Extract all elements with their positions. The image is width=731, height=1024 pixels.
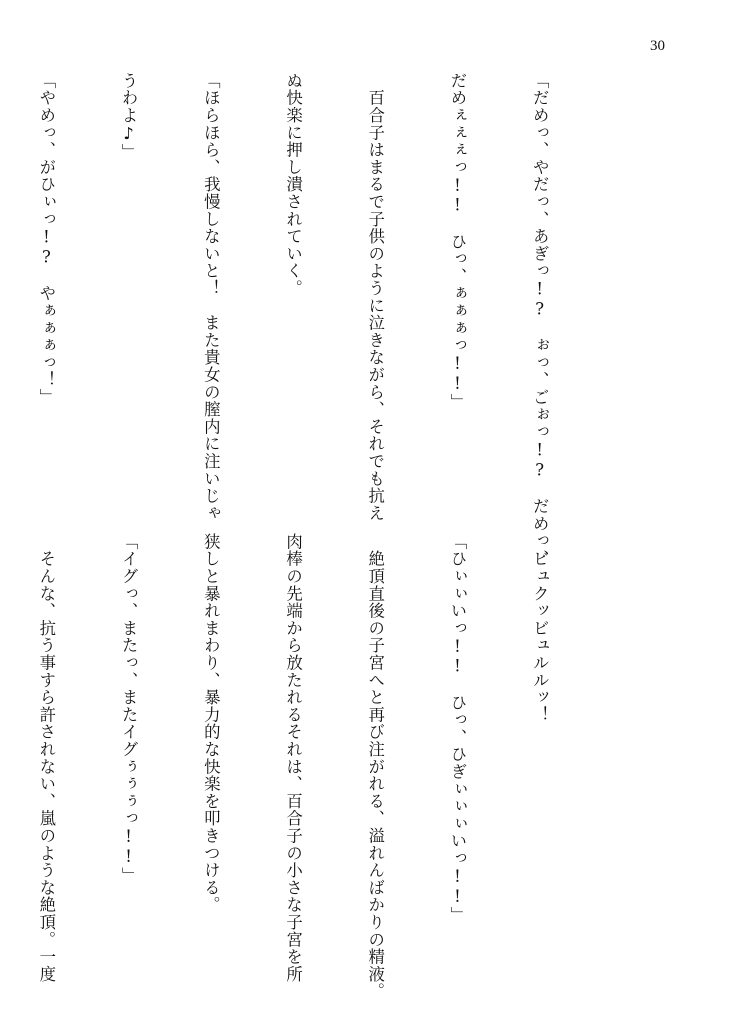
text-line: ぬ快楽に押し潰されていく。 [283,72,303,297]
text-block-top [0,72,608,567]
text-line: 「ひぃぃいっ!! ひっ、ひぎぃぃぃいっ!!」 [447,533,467,924]
text-line: うわよ♪」 [119,72,139,162]
text-block-bottom [0,533,608,1001]
text-line: 絶頂直後の子宮へと再び注がれる、溢れんばかりの精液。 [365,533,385,1001]
text-line: 肉棒の先端から放たれるそれは、百合子の小さな子宮を所 [283,533,303,983]
page-number: 30 [650,38,665,54]
text-line: 「ほらほら、我慢しないと！ また貴女の膣内に注いじゃ [201,72,221,522]
text-line: 「やめっ、がひぃっ!? やぁぁぁっ！」 [36,72,56,406]
text-line: 狭しと暴れまわり、暴力的な快楽を叩きつける。 [201,533,221,914]
text-line: 「だめっ、やだっ、あぎっ!? ぉっ、ごぉっ!? だめっ、 [530,72,550,567]
text-line: 「イグっ、またっ、またイグぅぅぅっ!!」 [119,533,139,885]
text-line: ビュクッビュルルッ！ [530,533,550,724]
text-line: 百合子はまるで子供のように泣きながら、それでも抗え [365,72,385,522]
text-line: そんな、抗う事すら許されない、嵐のような絶頂。一度 [36,533,56,983]
text-line: だめぇぇぇっ!! ひっ、ぁぁぁっ!!」 [447,72,467,412]
